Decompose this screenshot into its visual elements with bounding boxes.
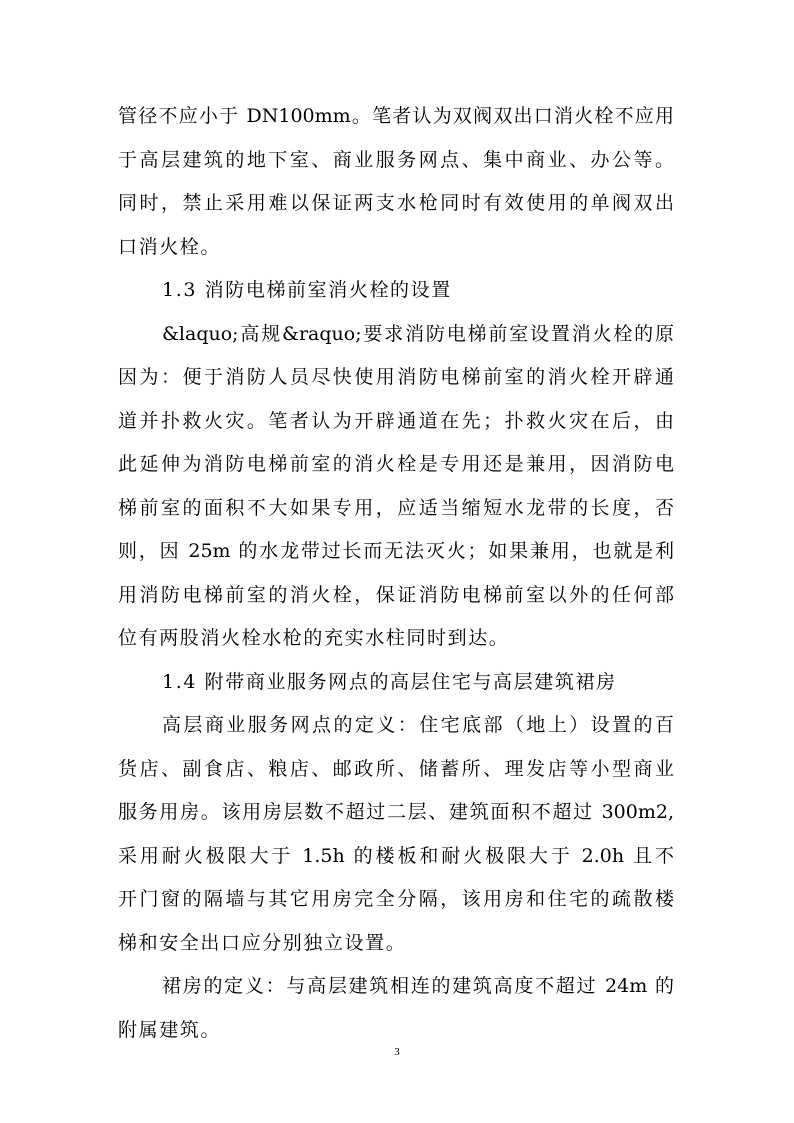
- text-line: 因为：便于消防人员尽快使用消防电梯前室的消火栓开辟通: [118, 366, 674, 388]
- text-line: 位有两股消火栓水枪的充实水柱同时到达。: [118, 627, 510, 649]
- text-line: 梯和安全出口应分别独立设置。: [118, 931, 407, 954]
- text-line: &laquo;高规&raquo;要求消防电梯前室设置消火栓的原: [162, 322, 674, 345]
- body-text: [118, 95, 674, 1052]
- text-line: 采用耐火极限大于 1.5h 的楼板和耐火极限大于 2.0h 且不: [118, 844, 674, 867]
- text-line: 裙房的定义：与高层建筑相连的建筑高度不超过 24m 的: [162, 975, 674, 997]
- text-line: 则，因 25m 的水龙带过长而无法灭火；如果兼用，也就是利: [118, 540, 674, 562]
- text-line: 于高层建筑的地下室、商业服务网点、集中商业、办公等。: [118, 148, 674, 171]
- text-line: 梯前室的面积不大如果专用，应适当缩短水龙带的长度，否: [118, 496, 674, 519]
- text-line: 高层商业服务网点的定义：住宅底部（地上）设置的百: [162, 714, 674, 736]
- text-line: 货店、副食店、粮店、邮政所、储蓄所、理发店等小型商业: [118, 757, 674, 780]
- text-line: 道并扑救火灾。笔者认为开辟通道在先；扑救火灾在后，由: [118, 409, 674, 432]
- text-line: 服务用房。该用房层数不超过二层、建筑面积不超过 300m2,: [118, 801, 674, 823]
- section-heading-1-3: 1.3 消防电梯前室消火栓的设置: [162, 279, 452, 301]
- text-line: 此延伸为消防电梯前室的消火栓是专用还是兼用，因消防电: [118, 453, 674, 475]
- page-number: 3: [394, 1046, 400, 1058]
- text-line: 口消火栓。: [118, 235, 222, 258]
- text-line: 管径不应小于 DN100mm。笔者认为双阀双出口消火栓不应用: [118, 105, 674, 127]
- section-heading-1-4: 1.4 附带商业服务网点的高层住宅与高层建筑裙房: [162, 670, 617, 693]
- text-line: 附属建筑。: [118, 1018, 222, 1041]
- text-line: 开门窗的隔墙与其它用房完全分隔，该用房和住宅的疏散楼: [118, 888, 674, 910]
- text-line: 用消防电梯前室的消火栓，保证消防电梯前室以外的任何部: [118, 583, 674, 606]
- text-line: 同时，禁止采用难以保证两支水枪同时有效使用的单阀双出: [118, 192, 674, 214]
